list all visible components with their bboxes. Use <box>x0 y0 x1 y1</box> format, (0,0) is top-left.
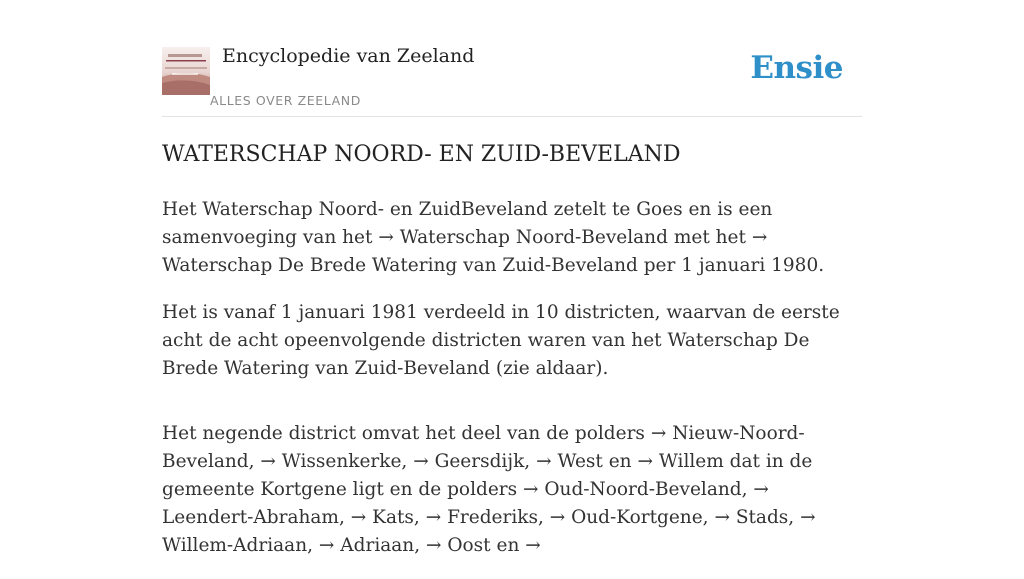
cross-reference-link[interactable]: → West <box>536 451 603 472</box>
cross-reference-link[interactable]: → Waterschap Noord-Beveland <box>378 227 668 248</box>
article <box>162 138 862 579</box>
text-span: , <box>788 507 801 528</box>
text-span: , <box>413 507 426 528</box>
cross-reference-link[interactable]: → Adriaan <box>318 535 415 556</box>
text-span: Het Waterschap Noord- en ZuidBeveland zetelt te Goes en is een samenvoeging van het <box>162 199 773 248</box>
text-span: en <box>602 451 638 472</box>
text-span: , <box>537 507 550 528</box>
cross-reference-link[interactable]: → Willem-Adriaan <box>162 507 816 556</box>
zeeland-logo-icon[interactable] <box>162 47 210 95</box>
article-title: WATERSCHAP NOORD- EN ZUID-BEVELAND <box>162 142 681 167</box>
text-span: , <box>401 451 414 472</box>
text-span: en <box>490 535 526 556</box>
cross-reference-link[interactable]: → Waterschap De Brede Watering van Zuid-Beveland <box>162 227 768 276</box>
text-span: , <box>338 507 351 528</box>
article-paragraph-3 <box>162 420 862 560</box>
text-span: , <box>248 451 261 472</box>
cross-reference-link[interactable]: → <box>525 535 541 556</box>
text-span: per 1 januari 1980. <box>637 255 825 276</box>
cross-reference-link[interactable]: → Willem <box>637 451 724 472</box>
text-span: , <box>702 507 715 528</box>
cross-reference-link[interactable]: → Oost <box>425 535 491 556</box>
brand-logo[interactable]: Ensie <box>750 50 843 86</box>
cross-reference-link[interactable]: → Oud-Noord-Beveland <box>523 479 742 500</box>
article-paragraph-1 <box>162 196 862 280</box>
cross-reference-link[interactable]: → Wissenkerke <box>260 451 402 472</box>
cross-reference-link[interactable]: → Oud-Kortgene <box>549 507 703 528</box>
site-header <box>162 0 862 117</box>
cross-reference-link[interactable]: → Nieuw-Noord-Beveland <box>162 423 805 472</box>
cross-reference-link[interactable]: → Stads <box>714 507 789 528</box>
text-span: , <box>741 479 754 500</box>
text-span: , <box>524 451 537 472</box>
cross-reference-link[interactable]: → Frederiks <box>425 507 538 528</box>
text-span: , <box>414 535 426 556</box>
cross-reference-link[interactable]: → Kats <box>350 507 414 528</box>
cross-reference-link[interactable]: → Geersdijk <box>413 451 525 472</box>
text-span: met het <box>667 227 752 248</box>
text-span: dat in de gemeente Kortgene ligt en de polders <box>162 451 813 500</box>
cross-reference-link[interactable]: → Leendert-Abraham <box>162 479 769 528</box>
text-span: , <box>307 535 319 556</box>
logo-image <box>162 47 210 95</box>
article-paragraph-2: Het is vanaf 1 januari 1981 verdeeld in 10 districten, waarvan de eerste acht de acht opeenvolgende districten waren van het Waterschap De Brede Watering van Zuid-Beveland (zie aldaar). <box>162 302 840 379</box>
site-tagline: ALLES OVER ZEELAND <box>210 93 361 108</box>
site-title[interactable]: Encyclopedie van Zeeland <box>222 45 475 67</box>
text-span: Het negende district omvat het deel van de polders <box>162 423 651 444</box>
